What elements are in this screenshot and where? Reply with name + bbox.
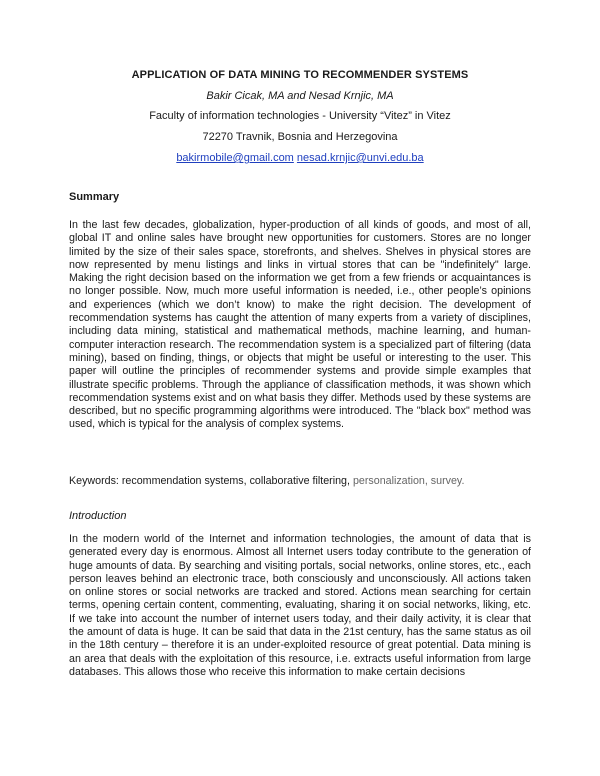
summary-text: In the last few decades, globalization, hyper-production of all kinds of goods, and most of all, global IT and online sales have brought new opportunities for customers. Stores are no longer limited by the size of their sales space, storefronts, and shelves. Shelves in physical stores are now represented by menu listings and links in virtual stores that can be "indefinitely" large. Making the right decision based on the information we get from a few friends or acquaintances is no longer possible. Now, much more useful information is needed, i.e., other people’s opinions and experiences (which we don’t know) to make the right decision. The development of recommendation systems has caught the attention of many experts from a variety of disciplines, including data mining, statistical and mathematical methods, machine learning, and human-computer interaction research. The recommendation system is a specialized part of filtering (data mining), based on finding, things, or objects that might be useful or interesting to the user. This paper will outline the principles of recommender systems and provide simple examples that illustrate specific problems. Through the appliance of classification methods, it was shown which recommendation systems exist and on what basis they differ. Methods used by these systems are described, but no specific programming algorithms were introduced. The "black box" method was used, which is typical for the analysis of complex systems.: [69, 219, 531, 431]
keywords-line: [69, 475, 464, 487]
affiliation: Faculty of information technologies - University “Vitez” in Vitez: [149, 110, 451, 122]
emails: [0, 152, 600, 164]
address: 72270 Travnik, Bosnia and Herzegovina: [202, 131, 398, 143]
introduction-text: In the modern world of the Internet and information technologies, the amount of data that is generated every day is enormous. Almost all Internet users today contribute to the generation of huge amounts of data. By searching and visiting portals, social networks, online stores, etc., each person leaves behind an electronic trace, both consciously and unconsciously. All actions taken on online stores or social networks are tracked and stored. Actions mean searching for certain terms, opening certain content, commenting, evaluating, sharing it on social networks, liking, etc. If we take into account the number of internet users today, and their daily activity, it is clear that the amount of data is huge. It can be said that data in the 21st century, has the same status as oil in the 18th century – therefore it is an under-exploited resource of great potential. Data mining is an area that deals with the exploitation of this resource, i.e. extracts useful information from large databases. This allows those who receive this information to make certain decisions: [69, 533, 531, 678]
keywords-gray: personalization, survey.: [352, 475, 465, 487]
introduction-heading: Introduction: [69, 510, 127, 522]
keywords-main: recommendation systems, collaborative filtering,: [118, 475, 353, 487]
email-link-2[interactable]: nesad.krnjic@unvi.edu.ba: [296, 152, 424, 164]
email-link-1[interactable]: bakirmobile@gmail.com: [176, 152, 294, 164]
summary-heading: Summary: [69, 191, 120, 203]
authors: Bakir Cicak, MA and Nesad Krnjic, MA: [206, 90, 394, 102]
paper-title: APPLICATION OF DATA MINING TO RECOMMENDER SYSTEMS: [131, 69, 469, 81]
keywords-label: Keywords:: [69, 475, 119, 487]
